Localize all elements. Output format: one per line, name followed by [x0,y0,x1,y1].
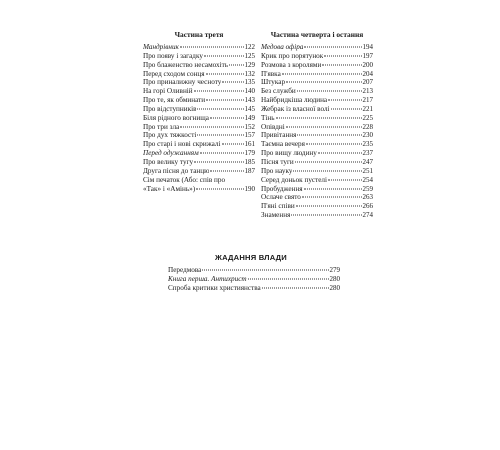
toc-entry [143,52,255,61]
toc-entry-page: 122 [244,43,255,51]
dot-leader [322,64,361,65]
toc-entry-title: Книга перша. Антихрист [168,274,247,283]
toc-entry-title: Про вищу людину [261,149,317,158]
toc-entry-page: 279 [329,266,340,274]
toc-entry-title: Про приналижну чесноту [143,78,222,87]
toc-entry [261,167,373,176]
toc-entry [261,131,373,140]
toc-entry-title-line2: «Так» і «Амінь») [143,184,196,193]
toc-entry-page: 157 [244,131,255,140]
toc-entry [261,185,373,194]
toc-entry [261,105,373,114]
toc-entry-title: Пробудження [261,184,303,193]
toc-entry-page: 217 [362,96,373,105]
toc-entry-title: Опівдні [261,122,285,131]
toc-entry-title: Медова офіра [261,43,304,51]
toc-entry [143,131,255,140]
toc-entry-page: 190 [244,184,255,193]
toc-entry-page: 152 [244,122,255,131]
toc-entry-title: Про велику тугу [143,157,194,166]
toc-entry [261,193,373,202]
toc-entry [261,87,373,96]
toc-entry [143,123,255,132]
toc-entry [261,202,373,211]
will-to-power-section [168,253,340,293]
toc-entry-page: 225 [362,113,373,122]
toc-entry-title: Передмова [168,266,202,274]
toc-entry-page: 247 [362,157,373,166]
dot-leader [328,179,361,180]
dot-leader [286,82,361,83]
toc-entry [261,78,373,87]
toc-entry [261,114,373,123]
dot-leader [297,91,362,92]
toc-entry-page: 161 [244,140,255,149]
toc-entry [261,149,373,158]
toc-entry-page: 207 [362,78,373,87]
toc-entry-title: Найбридкіша людина [261,96,328,105]
toc-entry-page: 280 [329,274,340,283]
toc-entry-title: Привітання [261,131,297,140]
dot-leader [331,108,362,109]
toc-entry-page: 280 [329,283,340,292]
toc-entry [143,96,255,105]
toc-entry-page: 254 [362,175,373,184]
toc-entry-page: 200 [362,60,373,69]
toc-entry-title: Про відступників [143,104,197,113]
toc-entry [143,149,255,158]
toc-entry [143,114,255,123]
dot-leader [282,73,362,74]
toc-entry-page: 135 [244,78,255,87]
dot-leader [293,170,361,171]
toc-entry-page: 230 [362,131,373,140]
dot-leader [297,135,361,136]
toc-entry-title: Про дух тяжкості [143,131,197,140]
toc-entry-page: 213 [362,87,373,96]
toc-entry [143,176,255,194]
toc-entry-page: 132 [244,69,255,78]
toc-entry-page: 237 [362,149,373,158]
toc-entry-second-line [143,185,255,194]
toc-entry [143,105,255,114]
part-three-column [143,30,255,193]
toc-entry [261,211,373,220]
toc-entry [168,266,340,275]
dot-leader [180,47,244,48]
toc-entry-title: Перед сходом сонця [143,69,205,78]
toc-entry-title: Про появу і загадку [143,51,203,60]
toc-entry-title: Крик про порятунок [261,51,324,60]
toc-entry-title: На горі Оливній [143,87,193,96]
dot-leader [304,47,361,48]
toc-entry [168,275,340,284]
toc-entry [261,176,373,185]
dot-leader [302,197,362,198]
toc-entry-title: Мандрівник [143,43,179,51]
dot-leader [206,100,243,101]
toc-entry-page: 197 [362,51,373,60]
toc-entry-page: 235 [362,140,373,149]
toc-entry-title: Про те, як обминати [143,96,206,105]
toc-entry [261,52,373,61]
toc-entry-title: Біля рідного вогнища [143,113,209,122]
dot-leader [200,153,244,154]
toc-entry-title: П'явка [261,69,281,78]
dot-leader [318,153,362,154]
toc-entry [261,61,373,70]
dot-leader [222,144,244,145]
toc-entry-title: Про три зла [143,122,180,131]
dot-leader [291,215,361,216]
toc-entry [261,140,373,149]
toc-entry-page: 187 [244,166,255,175]
toc-entry-title: П'яні співи [261,202,295,211]
dot-leader [204,55,244,56]
part-three-title: Частина третя [174,30,224,39]
dot-leader [194,91,244,92]
toc-entry-title: Про блаженство несамохіть [143,60,229,69]
toc-entry [261,123,373,132]
toc-entry-title: Жебрак із власної волі [261,104,330,113]
toc-entry-page: 179 [244,149,255,158]
toc-entry [261,43,373,52]
toc-entry [143,140,255,149]
toc-entry [168,284,340,293]
toc-entry-page: 145 [244,104,255,113]
toc-entry [143,78,255,87]
toc-entry [261,96,373,105]
dot-leader [222,82,243,83]
toc-entry-page: 251 [362,166,373,175]
dot-leader [304,188,362,189]
toc-entry-page: 143 [244,96,255,105]
toc-entry-title: Знамення [261,211,291,220]
toc-entry [143,167,255,176]
toc-entry [143,70,255,79]
toc-entry-page: 125 [244,51,255,60]
toc-entry-page: 185 [244,157,255,166]
dot-leader [210,117,244,118]
toc-entry-title: Тінь [261,113,275,122]
toc-entry-page: 263 [362,193,373,202]
toc-entry-page: 274 [362,211,373,220]
dot-leader [197,108,243,109]
toc-entry [143,87,255,96]
toc-entry-title: Про науку [261,166,293,175]
dot-leader [248,278,329,279]
dot-leader [295,161,362,162]
will-to-power-title: ЖАДАННЯ ВЛАДИ [215,253,287,262]
part-four-title: Частина четверта і остання [270,30,364,39]
part-four-column [261,30,373,220]
toc-entry-page: 149 [244,113,255,122]
dot-leader [306,144,362,145]
dot-leader [206,73,244,74]
dot-leader [262,287,329,288]
dot-leader [194,161,243,162]
toc-entry-title: Ослаче свято [261,193,301,202]
dot-leader [202,270,328,271]
dot-leader [296,206,362,207]
toc-entry-title: Пісня туги [261,157,294,166]
toc-entry-page: 259 [362,184,373,193]
toc-entry [143,61,255,70]
toc-entry [261,70,373,79]
part-three-list [143,43,255,193]
toc-entry-page: 266 [362,202,373,211]
dot-leader [276,117,362,118]
toc-entry-title: Серед доньок пустелі [261,175,328,184]
dot-leader [286,126,362,127]
toc-entry [143,43,255,52]
toc-entry-title: Штукар [261,78,286,87]
toc-entry-page: 194 [362,43,373,51]
toc-entry-page: 204 [362,69,373,78]
toc-entry-title-line1: Сім печаток (Або: спів про [143,175,226,184]
dot-leader [324,55,361,56]
toc-entry-page: 129 [244,60,255,69]
dot-leader [196,188,243,189]
toc-entry-title: Друга пісня до танцю [143,166,210,175]
toc-entry-page: 140 [244,87,255,96]
toc-entry-title: Спроба критики християнства [168,283,261,292]
toc-entry [261,158,373,167]
toc-entry-page: 221 [362,104,373,113]
toc-entry-title: Перед одужанням [143,149,199,158]
dot-leader [180,126,243,127]
dot-leader [197,135,243,136]
toc-entry-title: Таємна вечеря [261,140,305,149]
part-four-list [261,43,373,220]
toc-entry-title: Про старі і нові скрижалі [143,140,221,149]
dot-leader [210,170,243,171]
toc-entry-title: Розмова з королями [261,60,322,69]
toc-entry [143,158,255,167]
will-to-power-list [168,266,340,293]
toc-entry-page: 228 [362,122,373,131]
dot-leader [328,100,361,101]
toc-entry-title: Без служби [261,87,296,96]
dot-leader [229,64,243,65]
